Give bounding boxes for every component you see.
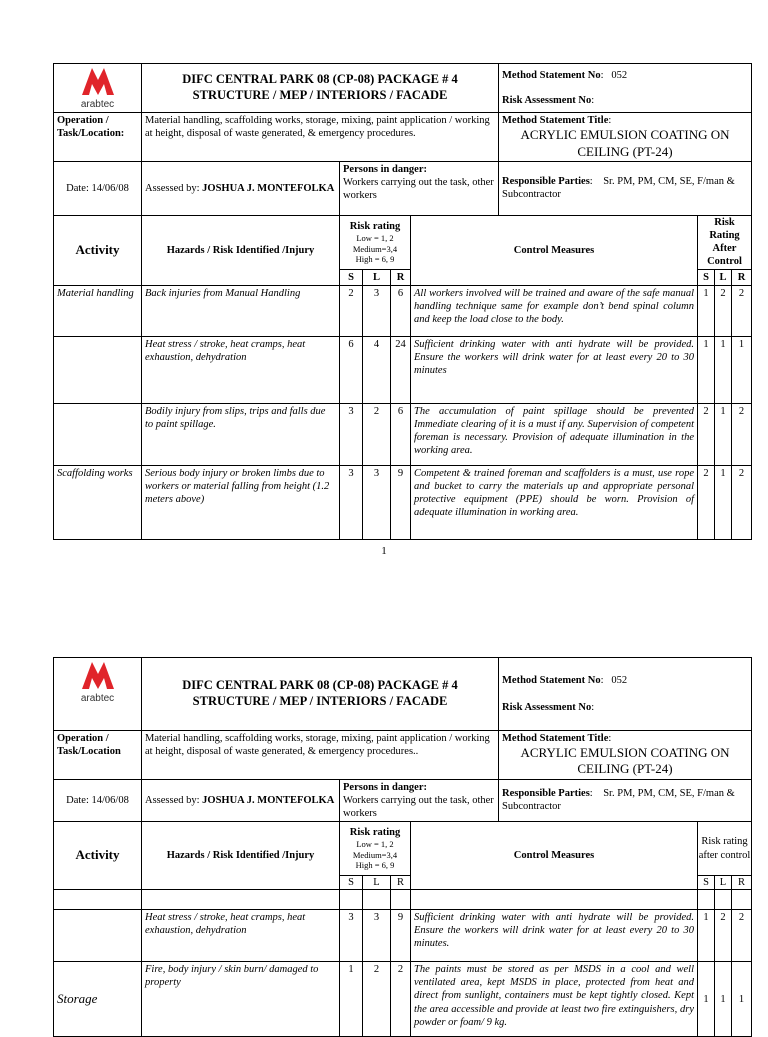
col-risk-rating: Risk rating Low = 1, 2 Medium=3,4 High = 6, 9 <box>340 215 411 269</box>
col-hazards: Hazards / Risk Identified /Injury <box>142 215 340 285</box>
risk-assessment-page-1 <box>53 63 751 540</box>
arabtec-logo-icon <box>78 660 118 690</box>
risk-table-page-1: arabtec DIFC CENTRAL PARK 08 (CP-08) PACKAGE # 4 STRUCTURE / MEP / INTERIORS / FACADE Method Statement No: 052 Risk Assessment No: Operation / Task/Location: Material handling, scaffolding works, storage, mixing, paint application / working at height, disposal of waste generated, & emergency procedures. Method Statement Title: ACRYLIC EMULSION COATING ON CEILING (PT-24) Date: 14/06/08 Assessed by: JOSHUA J. MONTEFOLKA Persons in danger: Workers carrying out the task, other workers Responsible Parties: Sr. PM, PM, CM, SE, F/man & Subcontractor Activity Hazards / Risk Identified /Injury Risk rating Low = 1, 2 Medium=3,4 High = 6, 9 Control Measures Risk Rating After Control S L R S L R Material handling Back injuries from Manual Handling 2 3 6 All workers involved will be trained and aware of the safe manual handling technique same for example don’t bend spinal column and keep the load close to the body. 1 2 2 Heat stress / stroke, heat cramps, heat exhaustion, dehydration 6 4 24 Sufficient drinking water with anti hydrate will be provided. Ensure the workers will drink water for at least every 20 to 30 minutes 1 1 1 Bodily injury from slips, trips and falls due to paint spillage. 3 2 6 The accumulation of paint spillage should be prevented Immediate clearing of it is a must if any. Supervision of competent foreman is necessary. Provision of adequate illumination in the working area. 2 1 2 Scaffolding works Serious body injury or broken limbs due to workers or material falling from height (1.2 meters above) 3 3 9 Competent & trained foreman and scaffolders is a must, use rope and bucket to carry the materials up and appropriate personal protective equipment (PPE) should be worn. Provision of adequate illumination in working area. 2 1 2 <box>53 63 752 540</box>
arabtec-logo-icon <box>78 66 118 96</box>
col-hazards: Hazards / Risk Identified /Injury <box>142 822 340 890</box>
ms-title: ACRYLIC EMULSION COATING ON CEILING (PT-24) <box>520 745 730 777</box>
operation-text: Material handling, scaffolding works, storage, mixing, paint application / working at height, disposal of waste generated, & emergency procedures.. <box>142 731 499 780</box>
date: Date: 14/06/08 <box>54 779 142 821</box>
col-after-control: Risk rating after control <box>698 822 752 876</box>
col-control: Control Measures <box>411 822 698 890</box>
assessor-name: JOSHUA J. MONTEFOLKA <box>202 794 335 806</box>
col-activity: Activity <box>54 822 142 890</box>
operation-label: Operation / Task/Location: <box>54 113 142 162</box>
logo-text: arabtec <box>80 99 115 111</box>
company-logo <box>54 658 142 731</box>
table-row: Scaffolding works Serious body injury or broken limbs due to workers or material falling from height (1.2 meters above) 3 3 9 Competent & trained foreman and scaffolders is a must, use rope and bucket to carry the materials up and appropriate personal protective equipment (PPE) should be worn. Provision of adequate illumination in working area. 2 1 2 <box>54 465 752 539</box>
project-title: DIFC CENTRAL PARK 08 (CP-08) PACKAGE # 4 STRUCTURE / MEP / INTERIORS / FACADE <box>142 64 499 113</box>
table-row: Bodily injury from slips, trips and falls due to paint spillage. 3 2 6 The accumulation of paint spillage should be prevented Immediate clearing of it is a must if any. Supervision of competent foreman is necessary. Provision of adequate illumination in the working area. 2 1 2 <box>54 403 752 465</box>
operation-label: Operation / Task/Location <box>54 731 142 780</box>
table-row: Heat stress / stroke, heat cramps, heat exhaustion, dehydration 3 3 9 Sufficient drinking water with anti hydrate will be provided. Ensure the workers will drink water for at least every 20 to 30 minutes. 1 2 2 <box>54 910 752 962</box>
table-row: Storage Fire, body injury / skin burn/ damaged to property 1 2 2 The paints must be stored as per MSDS in a cool and well ventilated area, kept MSDS in place, protected from heat and direct from sunlight, containers must be kept tightly closed. Kept the area accessible and provide at least two fire extinguishers, dry powder or foam/ 9 kg. 1 1 1 <box>54 962 752 1037</box>
assessor-name: JOSHUA J. MONTEFOLKA <box>202 182 335 194</box>
assessed-by-cell: Assessed by: JOSHUA J. MONTEFOLKA <box>142 779 340 821</box>
col-activity: Activity <box>54 215 142 285</box>
operation-text: Material handling, scaffolding works, storage, mixing, paint application / working at height, disposal of waste generated, & emergency procedures. <box>142 113 499 162</box>
method-statement-info: Method Statement No: 052 Risk Assessment No: <box>499 658 752 731</box>
ms-title-cell: Method Statement Title: ACRYLIC EMULSION COATING ON CEILING (PT-24) <box>499 113 752 162</box>
persons-in-danger: Persons in danger: Workers carrying out the task, other workers <box>340 779 499 821</box>
table-row: Material handling Back injuries from Manual Handling 2 3 6 All workers involved will be trained and aware of the safe manual handling technique same for example don’t bend spinal column and keep the load close to the body. 1 2 2 <box>54 285 752 336</box>
responsible-parties: Responsible Parties: Sr. PM, PM, CM, SE, F/man & Subcontractor <box>499 779 752 821</box>
company-logo <box>54 64 142 113</box>
logo-text: arabtec <box>80 693 115 705</box>
risk-table-page-2: arabtec DIFC CENTRAL PARK 08 (CP-08) PACKAGE # 4 STRUCTURE / MEP / INTERIORS / FACADE Method Statement No: 052 Risk Assessment No: Operation / Task/Location Material handling, scaffolding works, storage, mixing, paint application / working at height, disposal of waste generated, & emergency procedures.. Method Statement Title: ACRYLIC EMULSION COATING ON CEILING (PT-24) Date: 14/06/08 Assessed by: JOSHUA J. MONTEFOLKA Persons in danger: Workers carrying out the task, other workers Responsible Parties: Sr. PM, PM, CM, SE, F/man & Subcontractor Activity Hazards / Risk Identified /Injury Risk rating Low = 1, 2 Medium=3,4 High = 6, 9 Control Measures Risk rating after control S L R S L R Heat stress / stroke, heat cramps, heat exhaustion, dehydration 3 3 9 Sufficient drinking water with anti hydrate will be provided. Ensure the workers will drink water for at least every 20 to 30 minutes. 1 2 2 Storage Fire, body injury / skin burn/ damaged to property 1 2 2 The paints must be stored as per MSDS in a cool and well ventilated area, kept MSDS in place, protected from heat and direct from sunlight, containers must be kept tightly closed. Kept the area accessible and provide at least two fire extinguishers, dry powder or foam/ 9 kg. 1 1 1 <box>53 657 752 1037</box>
responsible-parties: Responsible Parties: Sr. PM, PM, CM, SE, F/man & Subcontractor <box>499 161 752 215</box>
col-control: Control Measures <box>411 215 698 285</box>
col-after-control: Risk Rating After Control <box>698 215 752 269</box>
date: Date: 14/06/08 <box>54 161 142 215</box>
ms-title: ACRYLIC EMULSION COATING ON CEILING (PT-24) <box>520 127 730 159</box>
col-risk-rating: Risk rating Low = 1, 2 Medium=3,4 High = 6, 9 <box>340 822 411 876</box>
method-statement-no: 052 <box>611 674 628 686</box>
page-number: 1 <box>381 545 387 557</box>
risk-assessment-page-2 <box>53 657 751 1037</box>
project-title: DIFC CENTRAL PARK 08 (CP-08) PACKAGE # 4 STRUCTURE / MEP / INTERIORS / FACADE <box>142 658 499 731</box>
persons-in-danger: Persons in danger: Workers carrying out the task, other workers <box>340 161 499 215</box>
table-row: Heat stress / stroke, heat cramps, heat exhaustion, dehydration 6 4 24 Sufficient drinking water with anti hydrate will be provided. Ensure the workers will drink water for at least every 20 to 30 minutes 1 1 1 <box>54 336 752 403</box>
method-statement-info: Method Statement No: 052 Risk Assessment No: <box>499 64 752 113</box>
method-statement-no: 052 <box>611 69 628 81</box>
ms-title-cell: Method Statement Title: ACRYLIC EMULSION COATING ON CEILING (PT-24) <box>499 731 752 780</box>
assessed-by-cell: Assessed by: JOSHUA J. MONTEFOLKA <box>142 161 340 215</box>
